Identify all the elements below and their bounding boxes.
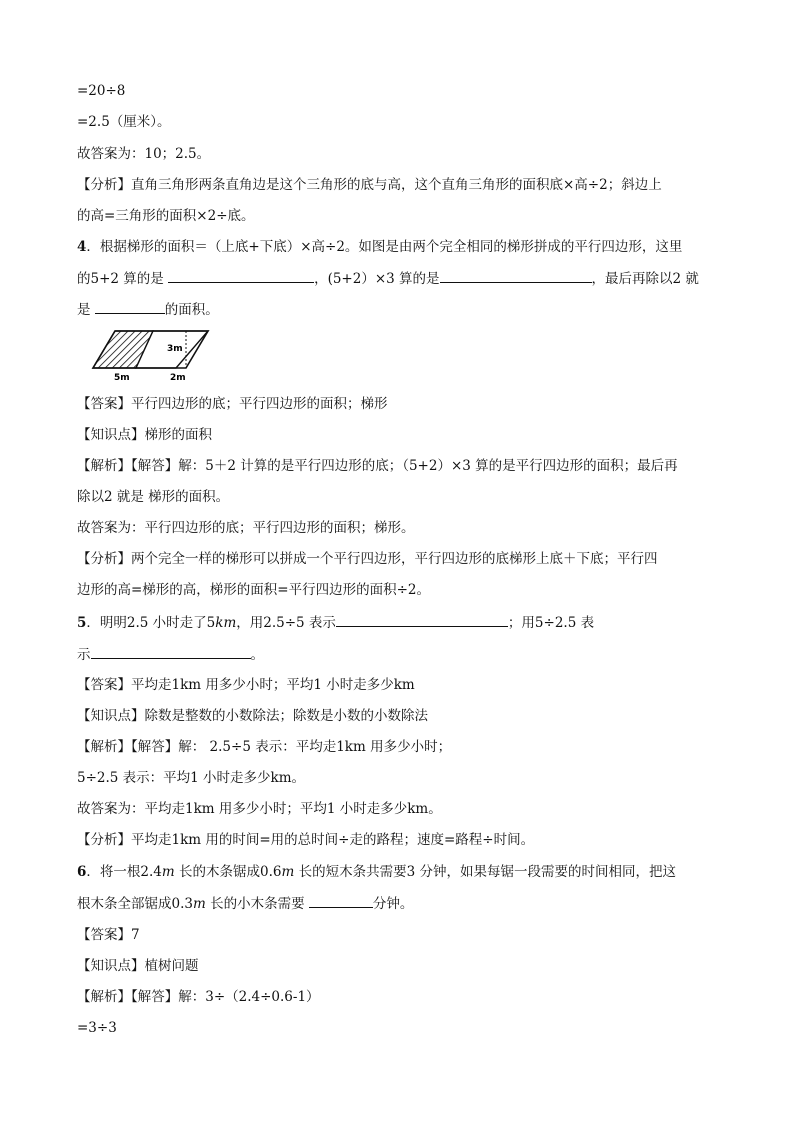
question-text: 是 — [77, 302, 91, 318]
answer-blank[interactable] — [336, 612, 508, 627]
answer-blank[interactable] — [95, 299, 165, 314]
knowledge-point-line: 【知识点】除数是整数的小数除法；除数是小数的小数除法 — [77, 708, 428, 724]
question-text: ，用2.5÷5 表示 — [236, 615, 336, 631]
unit: m — [192, 896, 206, 912]
question-5-line-2 — [77, 644, 264, 665]
knowledge-point-line: 【知识点】梯形的面积 — [77, 427, 212, 443]
analysis-line: 【分析】两个完全一样的梯形可以拼成一个平行四边形，平行四边形的底梯形上底＋下底；平行四 — [77, 551, 658, 567]
analysis-line: 边形的高=梯形的高，梯形的面积=平行四边形的面积÷2。 — [77, 582, 431, 598]
answer-line: 【答案】7 — [77, 927, 140, 943]
question-text: 根木条全部锯成0.3 — [77, 896, 193, 912]
solution-line: 【解析】【解答】解：5＋2 计算的是平行四边形的底；（5+2）×3 算的是平行四边形的面积；最后再 — [77, 458, 678, 474]
question-number: 4 — [77, 239, 87, 255]
base-label-5m: 5m — [114, 373, 130, 383]
question-text: ．根据梯形的面积＝（上底+下底）×高÷2。如图是由两个完全相同的梯形拼成的平行四边形，这里 — [86, 239, 683, 255]
question-number: 6 — [77, 864, 87, 880]
answer-blank[interactable] — [168, 268, 314, 283]
equation-line: =20÷8 — [77, 83, 126, 99]
equation-line: =2.5（厘米）。 — [77, 114, 171, 130]
knowledge-point-line: 【知识点】植树问题 — [77, 958, 199, 974]
answer-summary-line: 故答案为：10；2.5。 — [77, 146, 211, 162]
question-text: ．将一根2.4 — [86, 864, 162, 880]
question-text: 示 — [77, 647, 91, 663]
answer-summary-line: 故答案为：平均走1km 用多少小时；平均1 小时走多少km。 — [77, 801, 442, 817]
answer-line: 【答案】平均走1km 用多少小时；平均1 小时走多少km — [77, 677, 415, 693]
analysis-line: 的高=三角形的面积×2÷底。 — [77, 208, 255, 224]
answer-blank[interactable] — [309, 893, 373, 908]
unit: m — [161, 864, 175, 880]
height-label: 3m — [167, 344, 183, 354]
question-text: 长的短木条共需要3 分钟，如果每锯一段需要的时间相同，把这 — [294, 864, 676, 880]
solution-line: 【解析】【解答】解： 2.5÷5 表示：平均走1km 用多少小时； — [77, 739, 452, 755]
answer-line: 【答案】平行四边形的底；平行四边形的面积；梯形 — [77, 396, 388, 412]
analysis-line: 【分析】直角三角形两条直角边是这个三角形的底与高，这个直角三角形的面积底×高÷2；斜边上 — [77, 177, 662, 193]
question-text: ．明明2.5 小时走了5 — [86, 615, 216, 631]
question-6-line-2 — [77, 893, 413, 914]
parallelogram-figure — [90, 326, 220, 386]
question-text: 长的木条锯成0.6 — [174, 864, 282, 880]
answer-summary-line: 故答案为：平行四边形的底；平行四边形的面积；梯形。 — [77, 520, 415, 536]
question-5-line-1 — [77, 612, 594, 633]
question-4-line-3 — [77, 299, 219, 320]
question-text: 分钟。 — [372, 896, 414, 912]
question-6-line-1 — [77, 862, 676, 882]
question-text: 长的小木条需要 — [205, 896, 305, 912]
question-text: ，最后再除以2 就 — [591, 271, 699, 287]
unit: km — [215, 615, 237, 631]
question-text: 的5+2 算的是 — [77, 271, 164, 287]
solution-line: 5÷2.5 表示：平均1 小时走多少km。 — [77, 770, 306, 786]
analysis-line: 【分析】平均走1km 用的时间=用的总时间÷走的路程；速度=路程÷时间。 — [77, 832, 535, 848]
solution-line: 【解析】【解答】解：3÷（2.4÷0.6-1） — [77, 989, 320, 1005]
answer-blank[interactable] — [440, 268, 592, 283]
question-text: ；用5÷2.5 表 — [507, 615, 595, 631]
question-4-line-1 — [77, 237, 682, 257]
question-number: 5 — [77, 615, 87, 631]
answer-blank[interactable] — [91, 644, 251, 659]
question-4-line-2 — [77, 268, 699, 289]
question-text: 的面积。 — [164, 302, 219, 318]
question-text: ，(5+2）×3 算的是 — [314, 271, 440, 287]
solution-line: 除以2 就是 梯形的面积。 — [77, 489, 230, 505]
question-text: 。 — [250, 647, 264, 663]
equation-line: =3÷3 — [77, 1020, 117, 1036]
unit: m — [281, 864, 295, 880]
base-label-2m: 2m — [170, 373, 186, 383]
